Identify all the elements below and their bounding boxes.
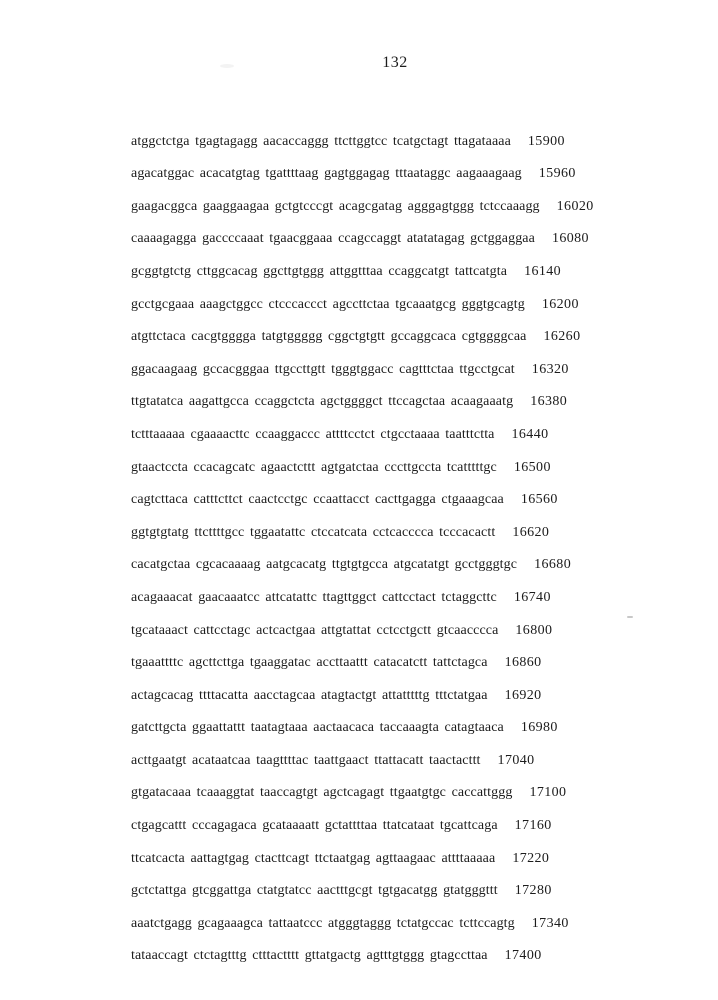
scan-artifact [220, 64, 234, 68]
sequence-text: tataaccagt ctctagtttg ctttactttt gttatgactg agtttgtggg gtagccttaa [131, 948, 488, 964]
sequence-position: 16740 [513, 589, 551, 605]
sequence-text: gtaactccta ccacagcatc agaactcttt agtgatctaa cccttgccta tcatttttgc [131, 459, 497, 475]
sequence-position: 16320 [531, 361, 569, 377]
sequence-position: 16020 [556, 198, 594, 214]
sequence-text: ctgagcattt cccagagaca gcataaaatt gctattttaa ttatcataat tgcattcaga [131, 818, 498, 834]
sequence-text: gtgatacaaa tcaaaggtat taaccagtgt agctcagagt ttgaatgtgc caccattggg [131, 785, 513, 801]
sequence-text: ggacaagaag gccacgggaa ttgccttgtt tgggtggacc cagtttctaa ttgcctgcat [131, 361, 515, 377]
sequence-position: 16680 [534, 557, 572, 573]
sequence-text: atggctctga tgagtagagg aacaccaggg ttcttggtcc tcatgctagt ttagataaaa [131, 133, 511, 149]
sequence-position: 16920 [504, 687, 542, 703]
sequence-text: acttgaatgt acataatcaa taagttttac taattgaact ttattacatt taactacttt [131, 752, 481, 768]
sequence-position: 16980 [520, 720, 558, 736]
sequence-listing [110, 93, 718, 964]
sequence-position: 16560 [520, 492, 558, 508]
sequence-position: 17340 [531, 915, 569, 931]
sequence-text: gcggtgtctg cttggcacag ggcttgtggg attggtttaa ccaggcatgt tattcatgta [131, 263, 508, 279]
sequence-position: 16200 [541, 296, 579, 312]
sequence-position: 17160 [514, 818, 552, 834]
sequence-position: 17040 [497, 752, 535, 768]
sequence-text: caaaagagga gaccccaaat tgaacggaaa ccagccaggt atatatagag gctggaggaa [131, 231, 535, 247]
sequence-text: gatcttgcta ggaattattt taatagtaaa aactaacaca taccaaagta catagtaaca [131, 720, 504, 736]
sequence-position: 16080 [551, 231, 589, 247]
sequence-line [110, 93, 718, 149]
sequence-position: 15900 [527, 133, 565, 149]
sequence-text: gcctgcgaaa aaagctggcc ctcccaccct agccttctaa tgcaaatgcg gggtgcagtg [131, 296, 525, 312]
sequence-position: 17400 [504, 948, 542, 964]
sequence-text: gctctattga gtcggattga ctatgtatcc aactttgcgt tgtgacatgg gtatgggttt [131, 883, 498, 899]
sequence-position: 17280 [514, 883, 552, 899]
sequence-text: atgttctaca cacgtgggga tatgtggggg cggctgtgtt gccaggcaca cgtggggcaa [131, 329, 527, 345]
scan-artifact [627, 616, 633, 618]
sequence-position: 16140 [524, 263, 562, 279]
sequence-position: 16260 [543, 329, 581, 345]
sequence-text: cacatgctaa cgcacaaaag aatgcacatg ttgtgtgcca atgcatatgt gcctgggtgc [131, 557, 518, 573]
sequence-text: tctttaaaaa cgaaaacttc ccaaggaccc attttcctct ctgcctaaaa taatttctta [131, 426, 495, 442]
sequence-text: aaatctgagg gcagaaagca tattaatccc atgggtaggg tctatgccac tcttccagtg [131, 915, 515, 931]
sequence-text: actagcacag ttttacatta aacctagcaa atagtactgt attatttttg tttctatgaa [131, 687, 488, 703]
sequence-position: 17220 [512, 850, 550, 866]
sequence-text: tgcataaact cattcctagc actcactgaa attgtattat cctcctgctt gtcaacccca [131, 622, 499, 638]
sequence-position: 16380 [530, 394, 568, 410]
sequence-position: 16500 [513, 459, 551, 475]
sequence-text: ttgtatatca aagattgcca ccaggctcta agctggggct ttccagctaa acaagaaatg [131, 394, 514, 410]
sequence-position: 16620 [512, 524, 550, 540]
sequence-position: 16440 [511, 426, 549, 442]
sequence-position: 16860 [504, 655, 542, 671]
sequence-text: cagtcttaca catttcttct caactcctgc ccaattacct cacttgagga ctgaaagcaa [131, 492, 504, 508]
sequence-text: ttcatcacta aattagtgag ctacttcagt ttctaatgag agttaagaac attttaaaaa [131, 850, 496, 866]
sequence-text: gaagacggca gaaggaagaa gctgtcccgt acagcgatag agggagtggg tctccaaagg [131, 198, 540, 214]
sequence-text: tgaaattttc agcttcttga tgaaggatac accttaattt catacatctt tattctagca [131, 655, 488, 671]
sequence-position: 16800 [515, 622, 553, 638]
sequence-text: acagaaacat gaacaaatcc attcatattc ttagttggct cattcctact tctaggcttc [131, 589, 497, 605]
sequence-text: ggtgtgtatg ttcttttgcc tggaatattc ctccatcata cctcacccca tcccacactt [131, 524, 496, 540]
sequence-position: 17100 [529, 785, 567, 801]
page-number: 132 [382, 54, 408, 71]
sequence-text: agacatggac acacatgtag tgattttaag gagtggagag tttaataggc aagaaagaag [131, 166, 522, 182]
sequence-position: 15960 [538, 166, 576, 182]
